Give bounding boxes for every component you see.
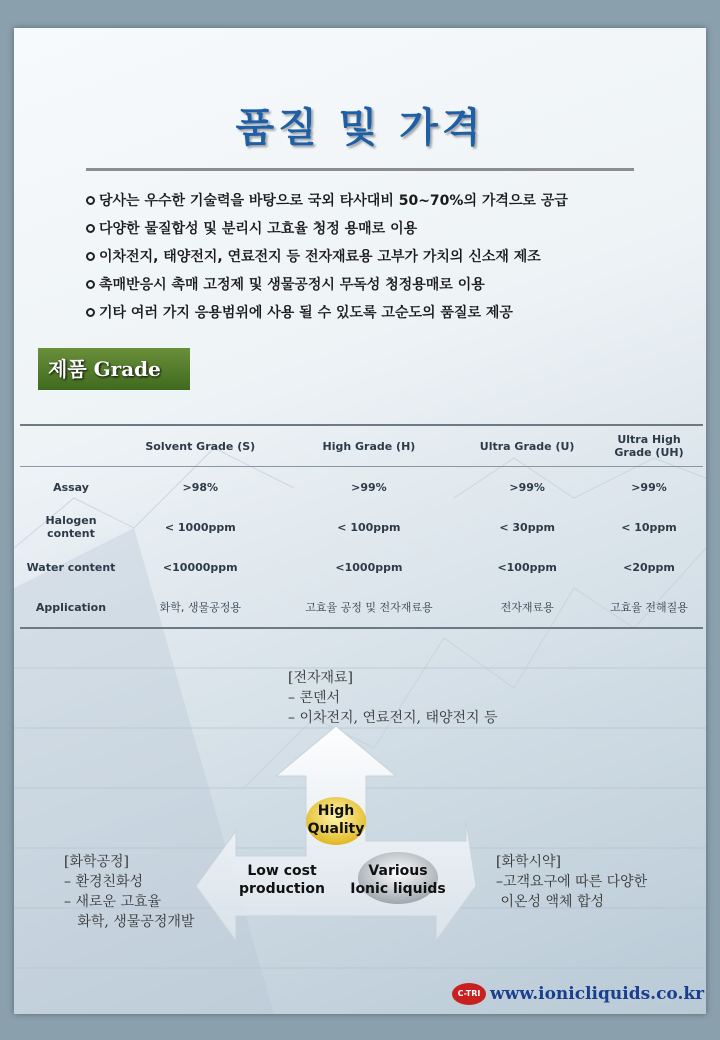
website-link[interactable]: www.ionicliquids.co.kr <box>490 984 705 1004</box>
table-cell: >99% <box>351 480 387 494</box>
table-cell: 고효율 공정 및 전자재료용 <box>305 601 433 614</box>
feature-list <box>86 186 676 326</box>
table-cell: < 100ppm <box>337 520 401 534</box>
table-header-cell <box>20 425 122 467</box>
table-header-row <box>20 425 703 467</box>
table-cell: <100ppm <box>497 560 557 574</box>
table-row <box>20 507 703 547</box>
table-cell: >98% <box>182 480 219 494</box>
bullet-icon <box>86 252 95 261</box>
table-row <box>20 587 703 628</box>
table-header-cell: Ultra Grade (U) <box>459 425 595 467</box>
table-cell: >99% <box>509 480 545 494</box>
note-chemical-reagents: [화학시약] –고객요구에 따른 다양한 이온성 액체 합성 <box>496 854 648 910</box>
bullet-icon <box>86 224 95 233</box>
table-cell: < 10ppm <box>621 520 677 534</box>
feature-item: 당사는 우수한 기술력을 바탕으로 국외 타사대비 50~70%의 가격으로 공급 <box>86 186 676 214</box>
table-cell: < 30ppm <box>499 520 555 534</box>
row-label: Application <box>35 600 107 614</box>
grade-spec-table <box>20 424 703 629</box>
note-chemical-process: [화학공정] – 환경친화성 – 새로운 고효율 화학, 생물공정개발 <box>64 854 195 930</box>
diagram-label-low-cost: Low cost production <box>239 863 325 897</box>
grade-section-label: 제품 Grade <box>38 348 190 390</box>
feature-item: 다양한 물질합성 및 분리시 고효율 청정 용매로 이용 <box>86 214 676 242</box>
table-header-cell: High Grade (H) <box>279 425 460 467</box>
table-cell: >99% <box>631 480 667 494</box>
bullet-icon <box>86 308 95 317</box>
feature-item: 기타 여러 가지 응용범위에 사용 될 수 있도록 고순도의 품질로 제공 <box>86 298 676 326</box>
title-divider <box>86 168 634 171</box>
row-label: Water content <box>26 560 116 574</box>
footer-brand <box>452 983 704 1005</box>
company-logo: C-TRI <box>452 983 486 1005</box>
table-cell: 전자재료용 <box>500 601 554 614</box>
table-cell: < 1000ppm <box>164 520 236 534</box>
page-title: 품질 및 가격 <box>235 104 485 151</box>
table-header-cell: Ultra High Grade (UH) <box>595 425 703 467</box>
diagram-label-high-quality: High Quality <box>307 803 365 837</box>
note-electronic-materials: [전자재료] – 콘덴서 – 이차전지, 연료전지, 태양전지 등 <box>288 670 498 726</box>
table-row <box>20 467 703 508</box>
feature-item: 이차전지, 태양전지, 연료전지 등 전자재료용 고부가 가치의 신소재 제조 <box>86 242 676 270</box>
bullet-icon <box>86 196 95 205</box>
table-cell: 고효율 전해질용 <box>610 601 688 614</box>
diagram-label-various: Various Ionic liquids <box>350 863 446 897</box>
table-header-cell: Solvent Grade (S) <box>122 425 279 467</box>
table-cell: <1000ppm <box>335 560 403 574</box>
row-label: Halogen content <box>45 514 97 540</box>
table-cell: <20ppm <box>623 560 675 574</box>
feature-item: 촉매반응시 촉매 고정제 및 생물공정시 무독성 청정용매로 이용 <box>86 270 676 298</box>
table-row <box>20 547 703 587</box>
table-cell: <10000ppm <box>162 560 238 574</box>
table-cell: 화학, 생물공정용 <box>159 601 241 614</box>
three-way-arrow-diagram <box>196 726 476 946</box>
bullet-icon <box>86 280 95 289</box>
row-label: Assay <box>53 480 89 494</box>
